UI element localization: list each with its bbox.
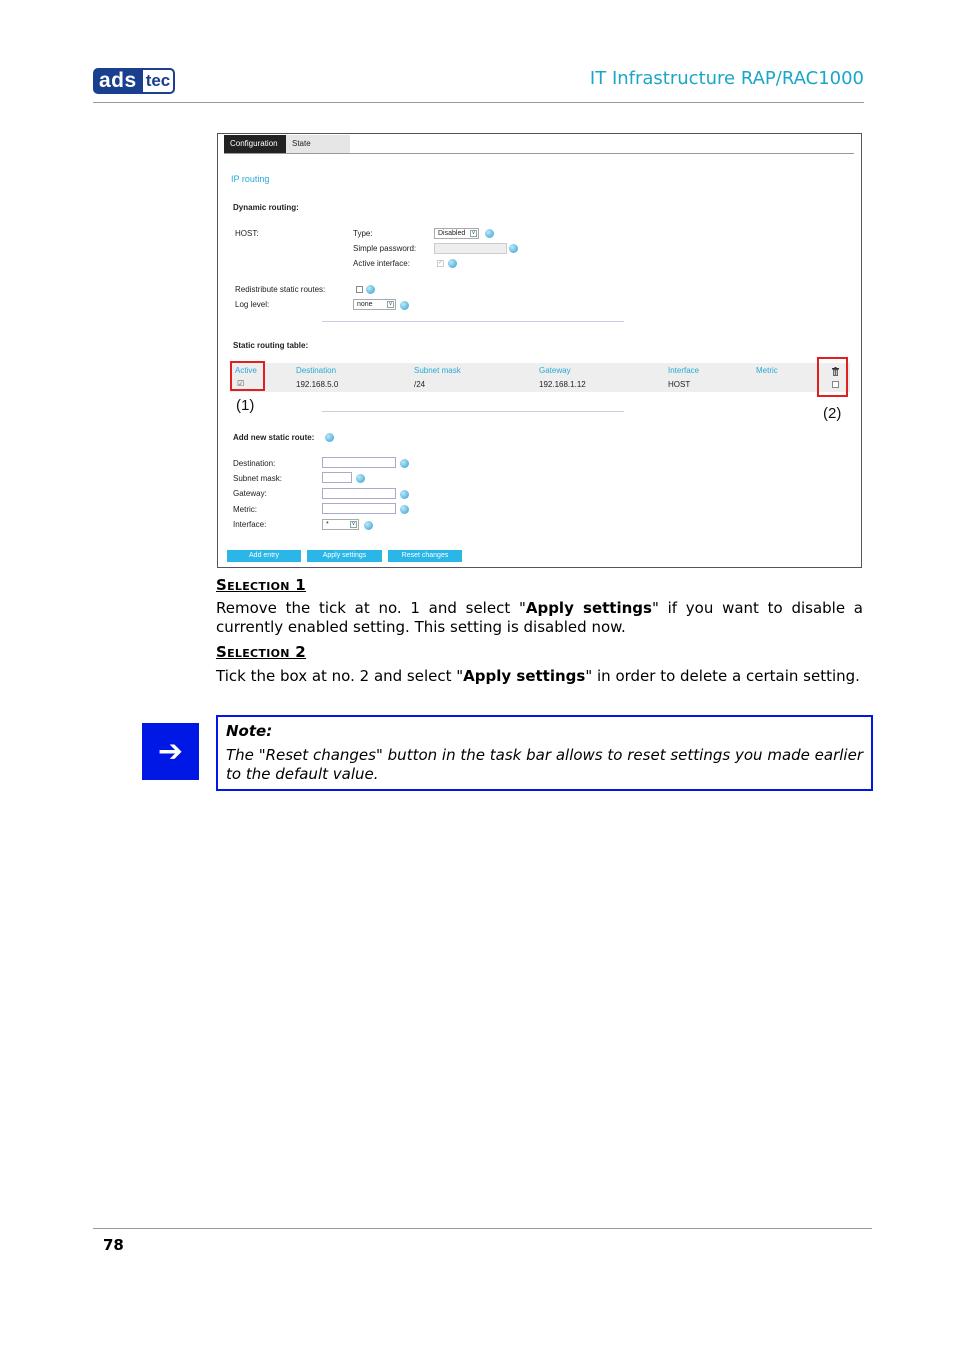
add-route-heading: Add new static route: xyxy=(233,433,315,442)
help-icon[interactable] xyxy=(485,229,494,238)
help-icon[interactable] xyxy=(356,474,365,483)
selection-1-text-bold: Apply settings xyxy=(525,599,652,617)
divider xyxy=(322,411,624,412)
destination-input[interactable] xyxy=(322,457,396,468)
type-label: Type: xyxy=(353,229,373,238)
column-header-metric: Metric xyxy=(756,366,778,375)
ip-routing-screenshot xyxy=(217,133,862,568)
logo-tec: tec xyxy=(141,68,176,94)
column-header-destination: Destination xyxy=(296,366,337,375)
static-routing-heading: Static routing table: xyxy=(233,341,309,350)
apply-settings-button[interactable]: Apply settings xyxy=(307,550,382,562)
tab-underline xyxy=(224,153,854,154)
section-title: IP routing xyxy=(231,174,270,184)
redistribute-checkbox[interactable] xyxy=(356,286,363,293)
tab-configuration[interactable]: Configuration xyxy=(224,135,286,153)
note-title: Note: xyxy=(226,722,273,740)
highlight-box-1 xyxy=(230,361,265,391)
help-icon[interactable] xyxy=(364,521,373,530)
document-title: IT Infrastructure RAP/RAC1000 xyxy=(589,68,864,89)
active-interface-label: Active interface: xyxy=(353,259,410,268)
selection-1-heading: Selection 1 xyxy=(216,576,307,594)
chevron-down-icon: v xyxy=(470,230,477,237)
page-number: 78 xyxy=(103,1236,124,1254)
interface-select-value: * xyxy=(326,521,329,528)
selection-2-heading: Selection 2 xyxy=(216,643,307,661)
header-divider xyxy=(93,102,864,103)
note-box xyxy=(216,715,873,791)
selection-2-text xyxy=(216,667,863,686)
subnet-mask-label: Subnet mask: xyxy=(233,474,282,483)
type-select[interactable] xyxy=(434,228,479,239)
logo-ads: ads xyxy=(93,68,141,94)
divider xyxy=(322,321,624,322)
column-header-active: Active xyxy=(235,366,257,375)
help-icon[interactable] xyxy=(400,505,409,514)
arrow-right-icon: ➔ xyxy=(142,723,199,780)
add-entry-button[interactable]: Add entry xyxy=(227,550,301,562)
marker-two: (2) xyxy=(823,405,842,422)
help-icon[interactable] xyxy=(509,244,518,253)
cell-destination: 192.168.5.0 xyxy=(296,380,339,389)
selection-2-text-pre: Tick the box at no. 2 and select " xyxy=(216,667,464,685)
cell-interface: HOST xyxy=(668,380,691,389)
subnet-mask-input[interactable] xyxy=(322,472,352,483)
cell-subnet: /24 xyxy=(414,380,426,389)
help-icon[interactable] xyxy=(448,259,457,268)
reset-changes-button[interactable]: Reset changes xyxy=(388,550,462,562)
chevron-down-icon: v xyxy=(387,301,394,308)
selection-1-text xyxy=(216,599,863,637)
selection-2-text-post: " in order to delete a certain setting. xyxy=(585,667,860,685)
host-label: HOST: xyxy=(235,229,259,238)
selection-2-text-bold: Apply settings xyxy=(463,667,586,685)
metric-input[interactable] xyxy=(322,503,396,514)
column-header-gateway: Gateway xyxy=(539,366,571,375)
active-checkbox-checked[interactable]: ☑ xyxy=(237,379,245,388)
interface-select[interactable] xyxy=(322,519,359,530)
gateway-input[interactable] xyxy=(322,488,396,499)
help-icon[interactable] xyxy=(400,459,409,468)
chevron-down-icon: v xyxy=(350,521,357,528)
footer-divider xyxy=(93,1228,872,1229)
destination-label: Destination: xyxy=(233,459,276,468)
highlight-box-2 xyxy=(817,357,848,397)
log-level-value: none xyxy=(357,301,373,308)
dynamic-routing-heading: Dynamic routing: xyxy=(233,203,299,212)
gateway-label: Gateway: xyxy=(233,489,267,498)
help-icon[interactable] xyxy=(366,285,375,294)
log-level-label: Log level: xyxy=(235,300,270,309)
selection-1-text-pre: Remove the tick at no. 1 and select " xyxy=(216,599,526,617)
log-level-select[interactable] xyxy=(353,299,396,310)
selection-1-text-post: " if you want to disable a currently enabled setting. This setting is disabled now. xyxy=(216,599,863,636)
help-icon[interactable] xyxy=(400,490,409,499)
type-select-value: Disabled xyxy=(438,230,466,237)
marker-one: (1) xyxy=(236,397,255,414)
cell-gateway: 192.168.1.12 xyxy=(539,380,586,389)
active-interface-checkbox[interactable]: ✓ xyxy=(438,260,444,266)
note-text: The "Reset changes" button in the task bar allows to reset settings you made earlier to the default value. xyxy=(226,746,863,783)
simple-password-input[interactable] xyxy=(434,243,507,254)
metric-label: Metric: xyxy=(233,505,257,514)
tab-bar xyxy=(224,135,350,153)
simple-password-label: Simple password: xyxy=(353,244,417,253)
tab-state[interactable]: State xyxy=(286,135,350,153)
help-icon[interactable] xyxy=(325,433,334,442)
redistribute-label: Redistribute static routes: xyxy=(235,285,326,294)
column-header-interface: Interface xyxy=(668,366,700,375)
adstec-logo xyxy=(93,68,175,94)
interface-label: Interface: xyxy=(233,520,267,529)
help-icon[interactable] xyxy=(400,301,409,310)
column-header-subnet: Subnet mask xyxy=(414,366,461,375)
